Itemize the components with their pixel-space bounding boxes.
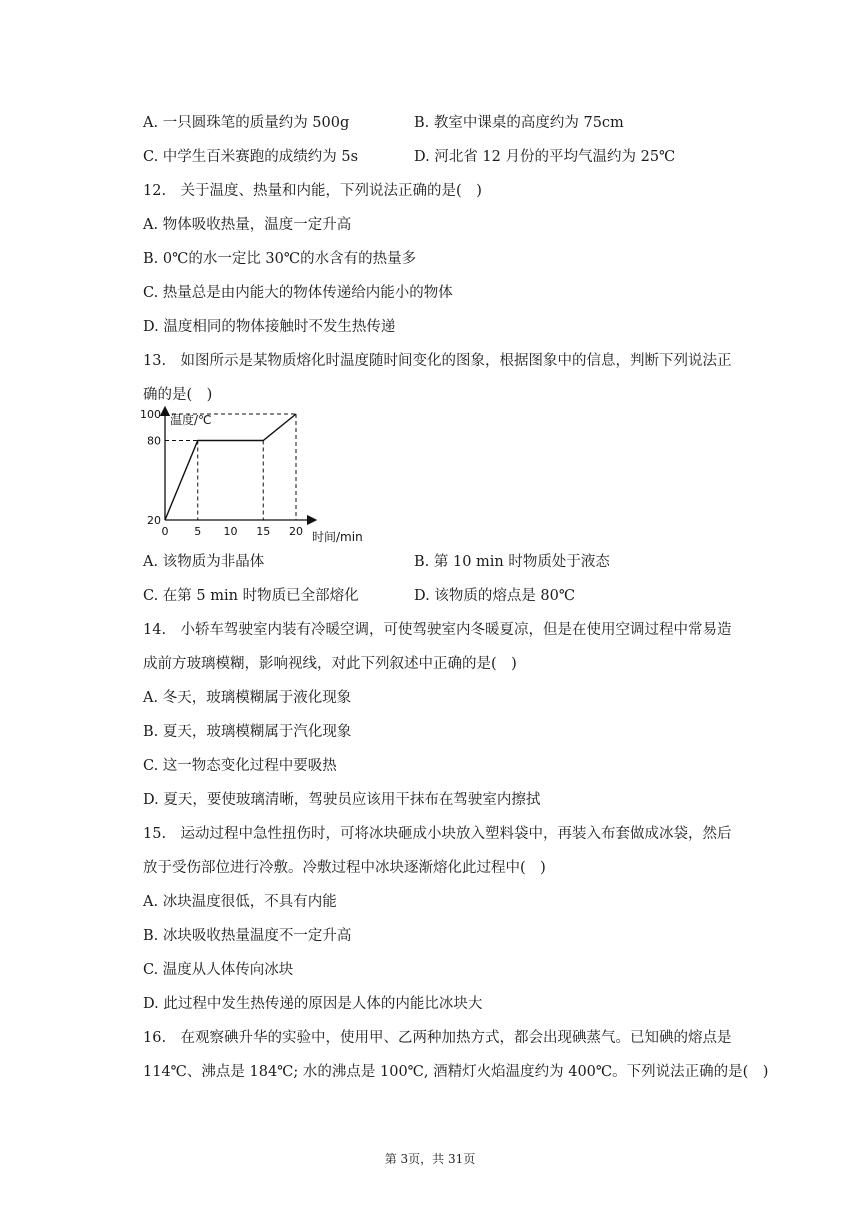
text-line-q12b: B. 0℃的水一定比 30℃的水含有的热量多 (143, 251, 417, 267)
text-line-q11a: A. 一只圆珠笔的质量约为 500g (143, 115, 350, 131)
x-tick-label: 20 (289, 525, 303, 538)
text-line-q14b: 成前方玻璃模糊，影响视线，对此下列叙述中正确的是( ) (143, 656, 517, 672)
y-axis-label: 温度/℃ (170, 413, 212, 427)
text-line-q13od: D. 该物质的熔点是 80℃ (414, 588, 576, 604)
text-line-q12a: A. 物体吸收热量，温度一定升高 (143, 217, 352, 233)
temperature-curve (165, 414, 296, 520)
text-line-q16b: 114℃、沸点是 184℃; 水的沸点是 100℃, 酒精灯火焰温度约为 400℃。下列说法正确的是( ) (143, 1064, 769, 1080)
text-line-q14d: D. 夏天，要使玻璃清晰，驾驶员应该用干抹布在驾驶室内擦拭 (143, 792, 541, 808)
text-line-q13b: 确的是( ) (143, 387, 213, 403)
text-line-q16: 16. 在观察碘升华的实验中，使用甲、乙两种加热方式，都会出现碘蒸气。已知碘的熔点是 (143, 1030, 732, 1046)
x-axis-label: 时间/min (312, 530, 363, 544)
text-line-q13oc: C. 在第 5 min 时物质已全部熔化 (143, 588, 359, 604)
y-tick-label: 100 (140, 408, 161, 421)
text-line-q14a: A. 冬天，玻璃模糊属于液化现象 (143, 690, 352, 706)
text-line-q12: 12. 关于温度、热量和内能，下列说法正确的是( ) (143, 183, 482, 199)
text-line-q15b: 放于受伤部位进行冷敷。冷敷过程中冰块逐渐熔化此过程中( ) (143, 860, 546, 876)
x-tick-label: 0 (161, 525, 169, 538)
text-line-q15: 15. 运动过程中急性扭伤时，可将冰块砸成小块放入塑料袋中，再装入布套做成冰袋，然后 (143, 826, 732, 842)
text-line-q12c: C. 热量总是由内能大的物体传递给内能小的物体 (143, 285, 453, 301)
text-line-q12d: D. 温度相同的物体接触时不发生热传递 (143, 319, 396, 335)
text-line-q15d: D. 此过程中发生热传递的原因是人体的内能比冰块大 (143, 996, 483, 1012)
text-line-q15bb: B. 冰块吸收热量温度不一定升高 (143, 928, 352, 944)
text-line-q11c: C. 中学生百米赛跑的成绩约为 5s (143, 149, 359, 165)
melting-curve-chart (140, 405, 380, 545)
text-line-q13oa: A. 该物质为非晶体 (143, 554, 265, 570)
text-line-q11b: B. 教室中课桌的高度约为 75cm (414, 115, 624, 131)
page-footer: 第 3页，共 31页 (384, 1152, 476, 1166)
y-tick-label: 80 (147, 434, 161, 448)
text-line-q14c: C. 这一物态变化过程中要吸热 (143, 758, 337, 774)
y-tick-label: 20 (147, 514, 161, 527)
text-line-q13: 13. 如图所示是某物质熔化时温度随时间变化的图象，根据图象中的信息，判断下列说法正 (143, 353, 732, 369)
text-line-q14bb: B. 夏天，玻璃模糊属于汽化现象 (143, 724, 352, 740)
text-line-q13ob: B. 第 10 min 时物质处于液态 (414, 554, 610, 570)
x-tick-label: 5 (194, 525, 202, 538)
text-line-q11d: D. 河北省 12 月份的平均气温约为 25℃ (414, 149, 676, 165)
x-tick-label: 10 (223, 525, 238, 538)
text-line-q15c: C. 温度从人体传向冰块 (143, 962, 294, 978)
text-line-q14: 14. 小轿车驾驶室内装有冷暖空调，可使驾驶室内冬暖夏凉，但是在使用空调过程中常易造 (143, 622, 732, 638)
text-line-q15a: A. 冰块温度很低，不具有内能 (143, 894, 337, 910)
x-tick-label: 15 (256, 525, 271, 538)
